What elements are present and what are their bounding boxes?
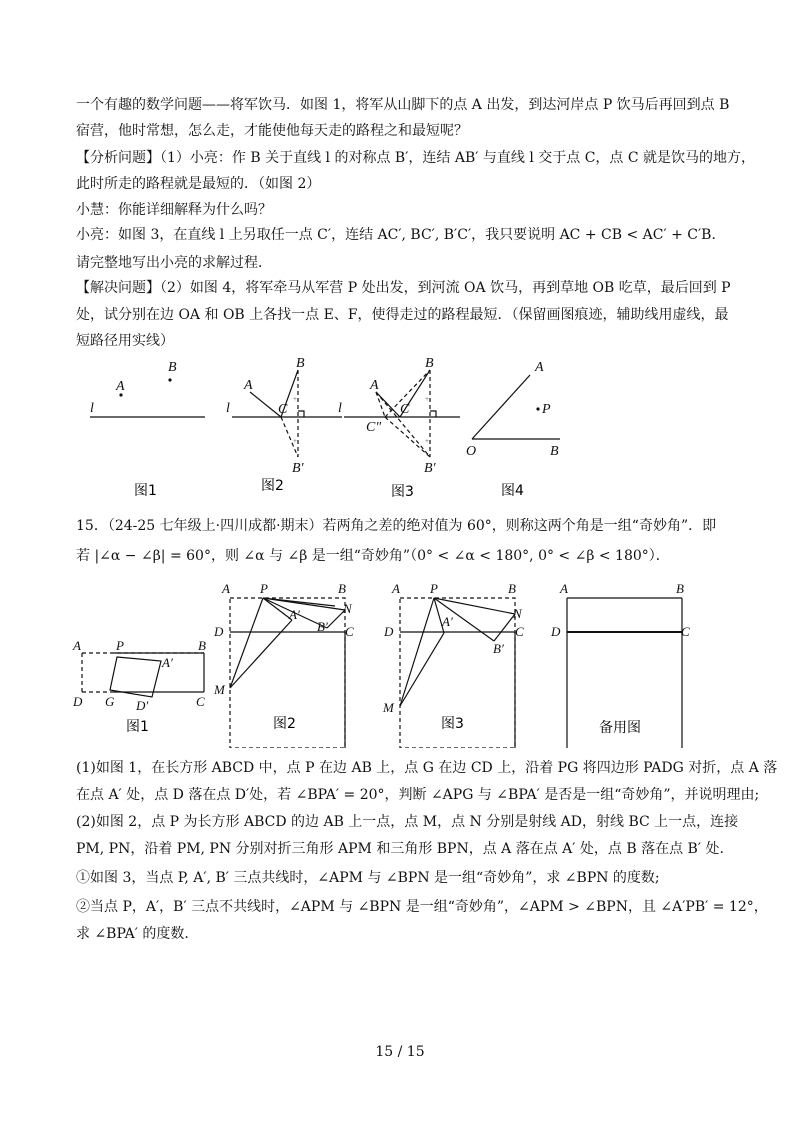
svg-text:M: M — [383, 700, 394, 715]
p15-q1-line1: (1)如图 1，在长方形 ABCD 中，点 P 在边 AB 上，点 G 在边 CD 上，沿着 PG 将四边形 PADG 对折，点 A 落 — [76, 760, 778, 776]
svg-text:M: M — [214, 682, 225, 697]
p14-analysis-line2: 此时所走的路程就是最短的．（如图 2） — [76, 176, 321, 192]
svg-text:N: N — [343, 601, 352, 616]
svg-text:A′: A′ — [162, 655, 173, 670]
svg-text:B: B — [425, 356, 434, 371]
svg-text:+: + — [425, 437, 429, 445]
svg-text:C: C — [345, 624, 354, 639]
svg-text:l: l — [226, 401, 230, 416]
p14-caption-1: 图1 — [134, 483, 157, 499]
svg-text:l: l — [90, 401, 94, 416]
p15-caption-4: 备用图 — [599, 720, 641, 736]
p15-stem-line2: 若 |∠α − ∠β| = 60°，则 ∠α 与 ∠β 是一组“奇妙角”（0° < ∠α < 180°, 0° < ∠β < 180°）． — [76, 548, 670, 564]
svg-text:P: P — [542, 402, 551, 417]
svg-text:D: D — [73, 694, 83, 709]
svg-text:C″: C″ — [366, 420, 382, 435]
p15-q2-sub1: ①如图 3，当点 P, A′, B′ 三点共线时，∠APM 与 ∠BPN 是一组“奇妙角”，求 ∠BPN 的度数; — [76, 870, 660, 886]
svg-text:C: C — [681, 624, 690, 639]
svg-text:+: + — [293, 437, 297, 445]
p15-figures — [70, 578, 720, 748]
p15-q1-line2: 在点 A′ 处，点 D 落在点 D′处，若 ∠BPA′ = 20°，判断 ∠APG 与 ∠BPA′ 是否是一组“奇妙角”，并说明理由; — [76, 787, 760, 803]
svg-text:B′: B′ — [493, 641, 504, 656]
svg-text:B: B — [338, 581, 346, 596]
svg-text:O: O — [466, 444, 477, 459]
p15-caption-2: 图2 — [273, 716, 296, 732]
svg-text:P: P — [430, 581, 438, 596]
svg-text:A: A — [73, 638, 81, 653]
p14-caption-2: 图2 — [261, 478, 284, 494]
svg-text:N: N — [513, 606, 522, 621]
p14-analysis-line1: 【分析问题】（1）小亮：作 B 关于直线 l 的对称点 B′，连结 AB′ 与直线 l 交于点 C，点 C 就是饮马的地方， — [76, 150, 756, 166]
p15-stem-line1: 15．（24-25 七年级上·四川成都·期末）若两角之差的绝对值为 60°，则称这两个角是一组“奇妙角”．即 — [76, 518, 717, 534]
p14-caption-4: 图4 — [501, 483, 524, 499]
svg-text:D: D — [214, 624, 224, 639]
svg-text:A: A — [392, 581, 400, 596]
p14-intro-line2: 宿营，他时常想，怎么走，才能使他每天走的路程之和最短呢？ — [76, 123, 468, 139]
svg-text:B′: B′ — [292, 461, 304, 476]
svg-text:A: A — [560, 581, 568, 596]
p14-figures — [80, 355, 600, 505]
p14-solve-line2: 处，试分别在边 OA 和 OB 上各找一点 E、F，使得走过的路程最短．（保留画图痕迹，辅助线用虚线，最 — [76, 307, 729, 323]
p14-complete: 请完整地写出小亮的求解过程． — [76, 255, 272, 271]
p15-caption-3: 图3 — [441, 716, 464, 732]
p14-caption-3: 图3 — [391, 484, 414, 500]
svg-text:C: C — [400, 402, 410, 417]
p15-q2-sub2: ②当点 P，A′，B′ 三点不共线时，∠APM 与 ∠BPN 是一组“奇妙角”，∠APM > ∠BPN，且 ∠A′PB′ = 12°， — [76, 899, 768, 915]
svg-text:D: D — [384, 624, 394, 639]
p14-solve-line1: 【解决问题】（2）如图 4，将军牵马从军营 P 处出发，到河流 OA 饮马，再到草地 OB 吃草，最后回到 P — [76, 280, 731, 296]
svg-text:A: A — [244, 378, 253, 393]
svg-text:A: A — [535, 360, 544, 375]
svg-text:D: D — [551, 624, 561, 639]
p15-q2-line1: (2)如图 2，点 P 为长方形 ABCD 的边 AB 上一点，点 M，点 N 分别是射线 AD，射线 BC 上一点，连接 — [76, 814, 739, 830]
svg-text:B: B — [508, 581, 516, 596]
page-number: 15 / 15 — [375, 1044, 425, 1060]
svg-text:B′: B′ — [424, 461, 436, 476]
svg-text:A: A — [222, 581, 230, 596]
svg-text:A: A — [370, 378, 379, 393]
svg-text:D′: D′ — [136, 698, 149, 713]
svg-text:l: l — [338, 401, 342, 416]
svg-text:P: P — [116, 638, 124, 653]
p15-q2-line2: PM, PN，沿着 PM, PN 分别对折三角形 APM 和三角形 BPN，点 A 落在点 A′ 处，点 B 落在点 B′ 处. — [76, 841, 724, 857]
svg-text:A′: A′ — [442, 614, 453, 629]
p15-caption-1: 图1 — [126, 719, 149, 735]
svg-text:B′: B′ — [317, 619, 328, 634]
p14-xiaoliang: 小亮：如图 3，在直线 l 上另取任一点 C′，连结 AC′, BC′, B′C′，我只要说明 AC + CB < AC′ + C′B． — [76, 227, 726, 243]
svg-text:B: B — [296, 356, 305, 371]
svg-text:C: C — [515, 624, 524, 639]
svg-text:P: P — [260, 581, 268, 596]
svg-text:+: + — [425, 395, 429, 403]
p15-q2-sub2-cont: 求 ∠BPA′ 的度数. — [76, 926, 189, 942]
svg-text:B: B — [550, 444, 559, 459]
svg-text:B: B — [676, 581, 684, 596]
p14-solve-line3: 短路径用实线） — [76, 333, 174, 349]
svg-text:A: A — [116, 379, 125, 394]
p14-xiaohui: 小慧：你能详细解释为什么吗？ — [76, 202, 272, 218]
svg-text:C: C — [196, 694, 205, 709]
svg-text:B: B — [198, 638, 206, 653]
svg-text:A′: A′ — [289, 607, 300, 622]
svg-text:G: G — [105, 694, 115, 709]
svg-text:C: C — [278, 402, 288, 417]
p14-intro-line1: 一个有趣的数学问题——将军饮马．如图 1，将军从山脚下的点 A 出发，到达河岸点 P 饮马后再回到点 B — [76, 97, 730, 113]
svg-text:B: B — [168, 360, 177, 375]
svg-text:+: + — [293, 395, 297, 403]
